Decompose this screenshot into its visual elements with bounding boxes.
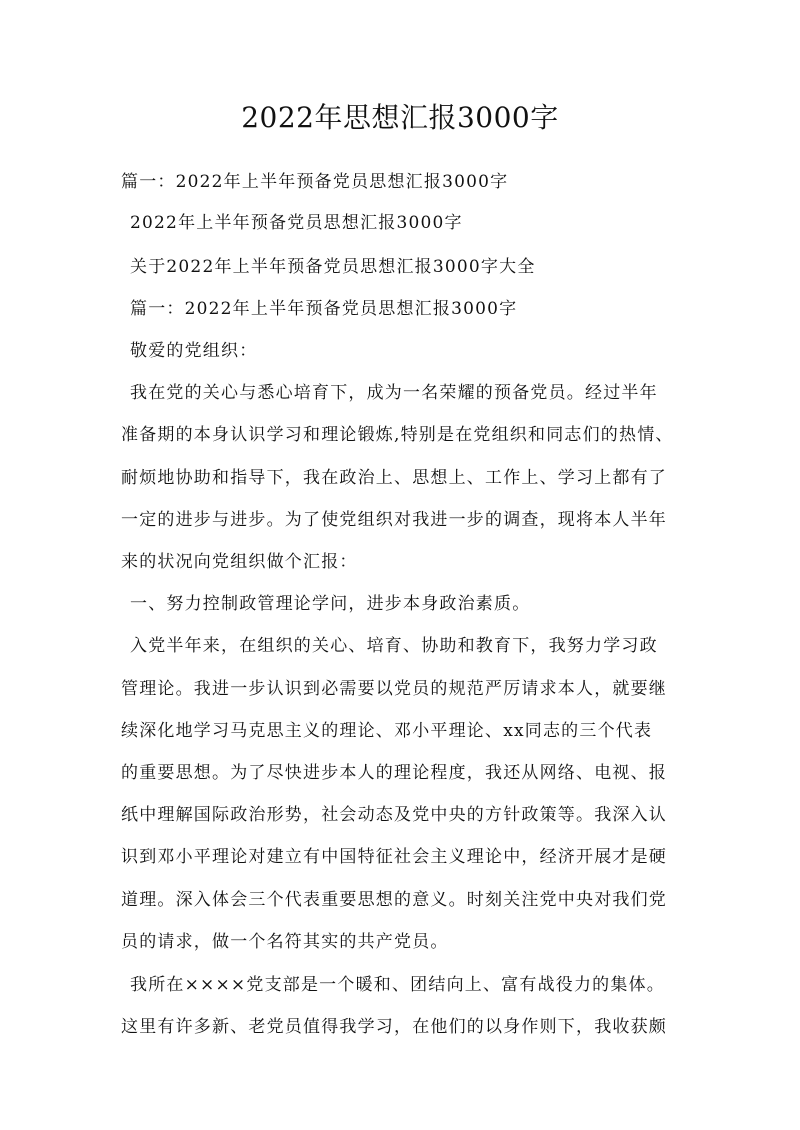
text-line: 我在党的关心与悉心培育下，成为一名荣耀的预备党员。经过半年 (130, 383, 658, 403)
text-line: 一定的进步与进步。为了使党组织对我进一步的调查，现将本人半年 (121, 510, 667, 530)
text-line: 纸中理解国际政治形势，社会动态及党中央的方针政策等。我深入认 (121, 805, 667, 825)
text-line: 识到邓小平理论对建立有中国特征社会主义理论中，经济开展才是硬 (121, 847, 667, 867)
text-line: 的重要思想。为了尽快进步本人的理论程度，我还从网络、电视、报 (121, 763, 667, 783)
text-line: 管理论。我进一步认识到必需要以党员的规范严厉请求本人，就要继 (121, 679, 667, 699)
text-line: 来的状况向党组织做个汇报： (121, 552, 358, 572)
text-line: 准备期的本身认识学习和理论锻炼,特别是在党组织和同志们的热情、 (121, 425, 674, 445)
text-line: 员的请求，做一个名符其实的共产党员。 (121, 932, 449, 952)
text-line: 2022年上半年预备党员思想汇报3000字 (130, 213, 463, 233)
section-heading: 一、努力控制政管理论学问，进步本身政治素质。 (130, 594, 531, 614)
text-line: 篇一：2022年上半年预备党员思想汇报3000字 (121, 172, 509, 192)
text-line: 续深化地学习马克思主义的理论、邓小平理论、xx同志的三个代表 (121, 721, 653, 741)
text-line: 道理。深入体会三个代表重要思想的意义。时刻关注党中央对我们党 (121, 890, 667, 910)
text-line: 耐烦地协助和指导下，我在政治上、思想上、工作上、学习上都有了 (121, 468, 667, 488)
text-line: 我所在××××党支部是一个暖和、团结向上、富有战役力的集体。 (130, 975, 665, 995)
text-line: 敬爱的党组织： (130, 341, 258, 361)
text-line: 这里有许多新、老党员值得我学习，在他们的以身作则下，我收获颇 (121, 1017, 667, 1037)
document-title: 2022年思想汇报3000字 (241, 101, 559, 134)
text-line: 关于2022年上半年预备党员思想汇报3000字大全 (130, 257, 536, 277)
text-line: 篇一：2022年上半年预备党员思想汇报3000字 (130, 299, 518, 319)
text-line: 入党半年来，在组织的关心、培育、协助和教育下，我努力学习政 (130, 636, 658, 656)
